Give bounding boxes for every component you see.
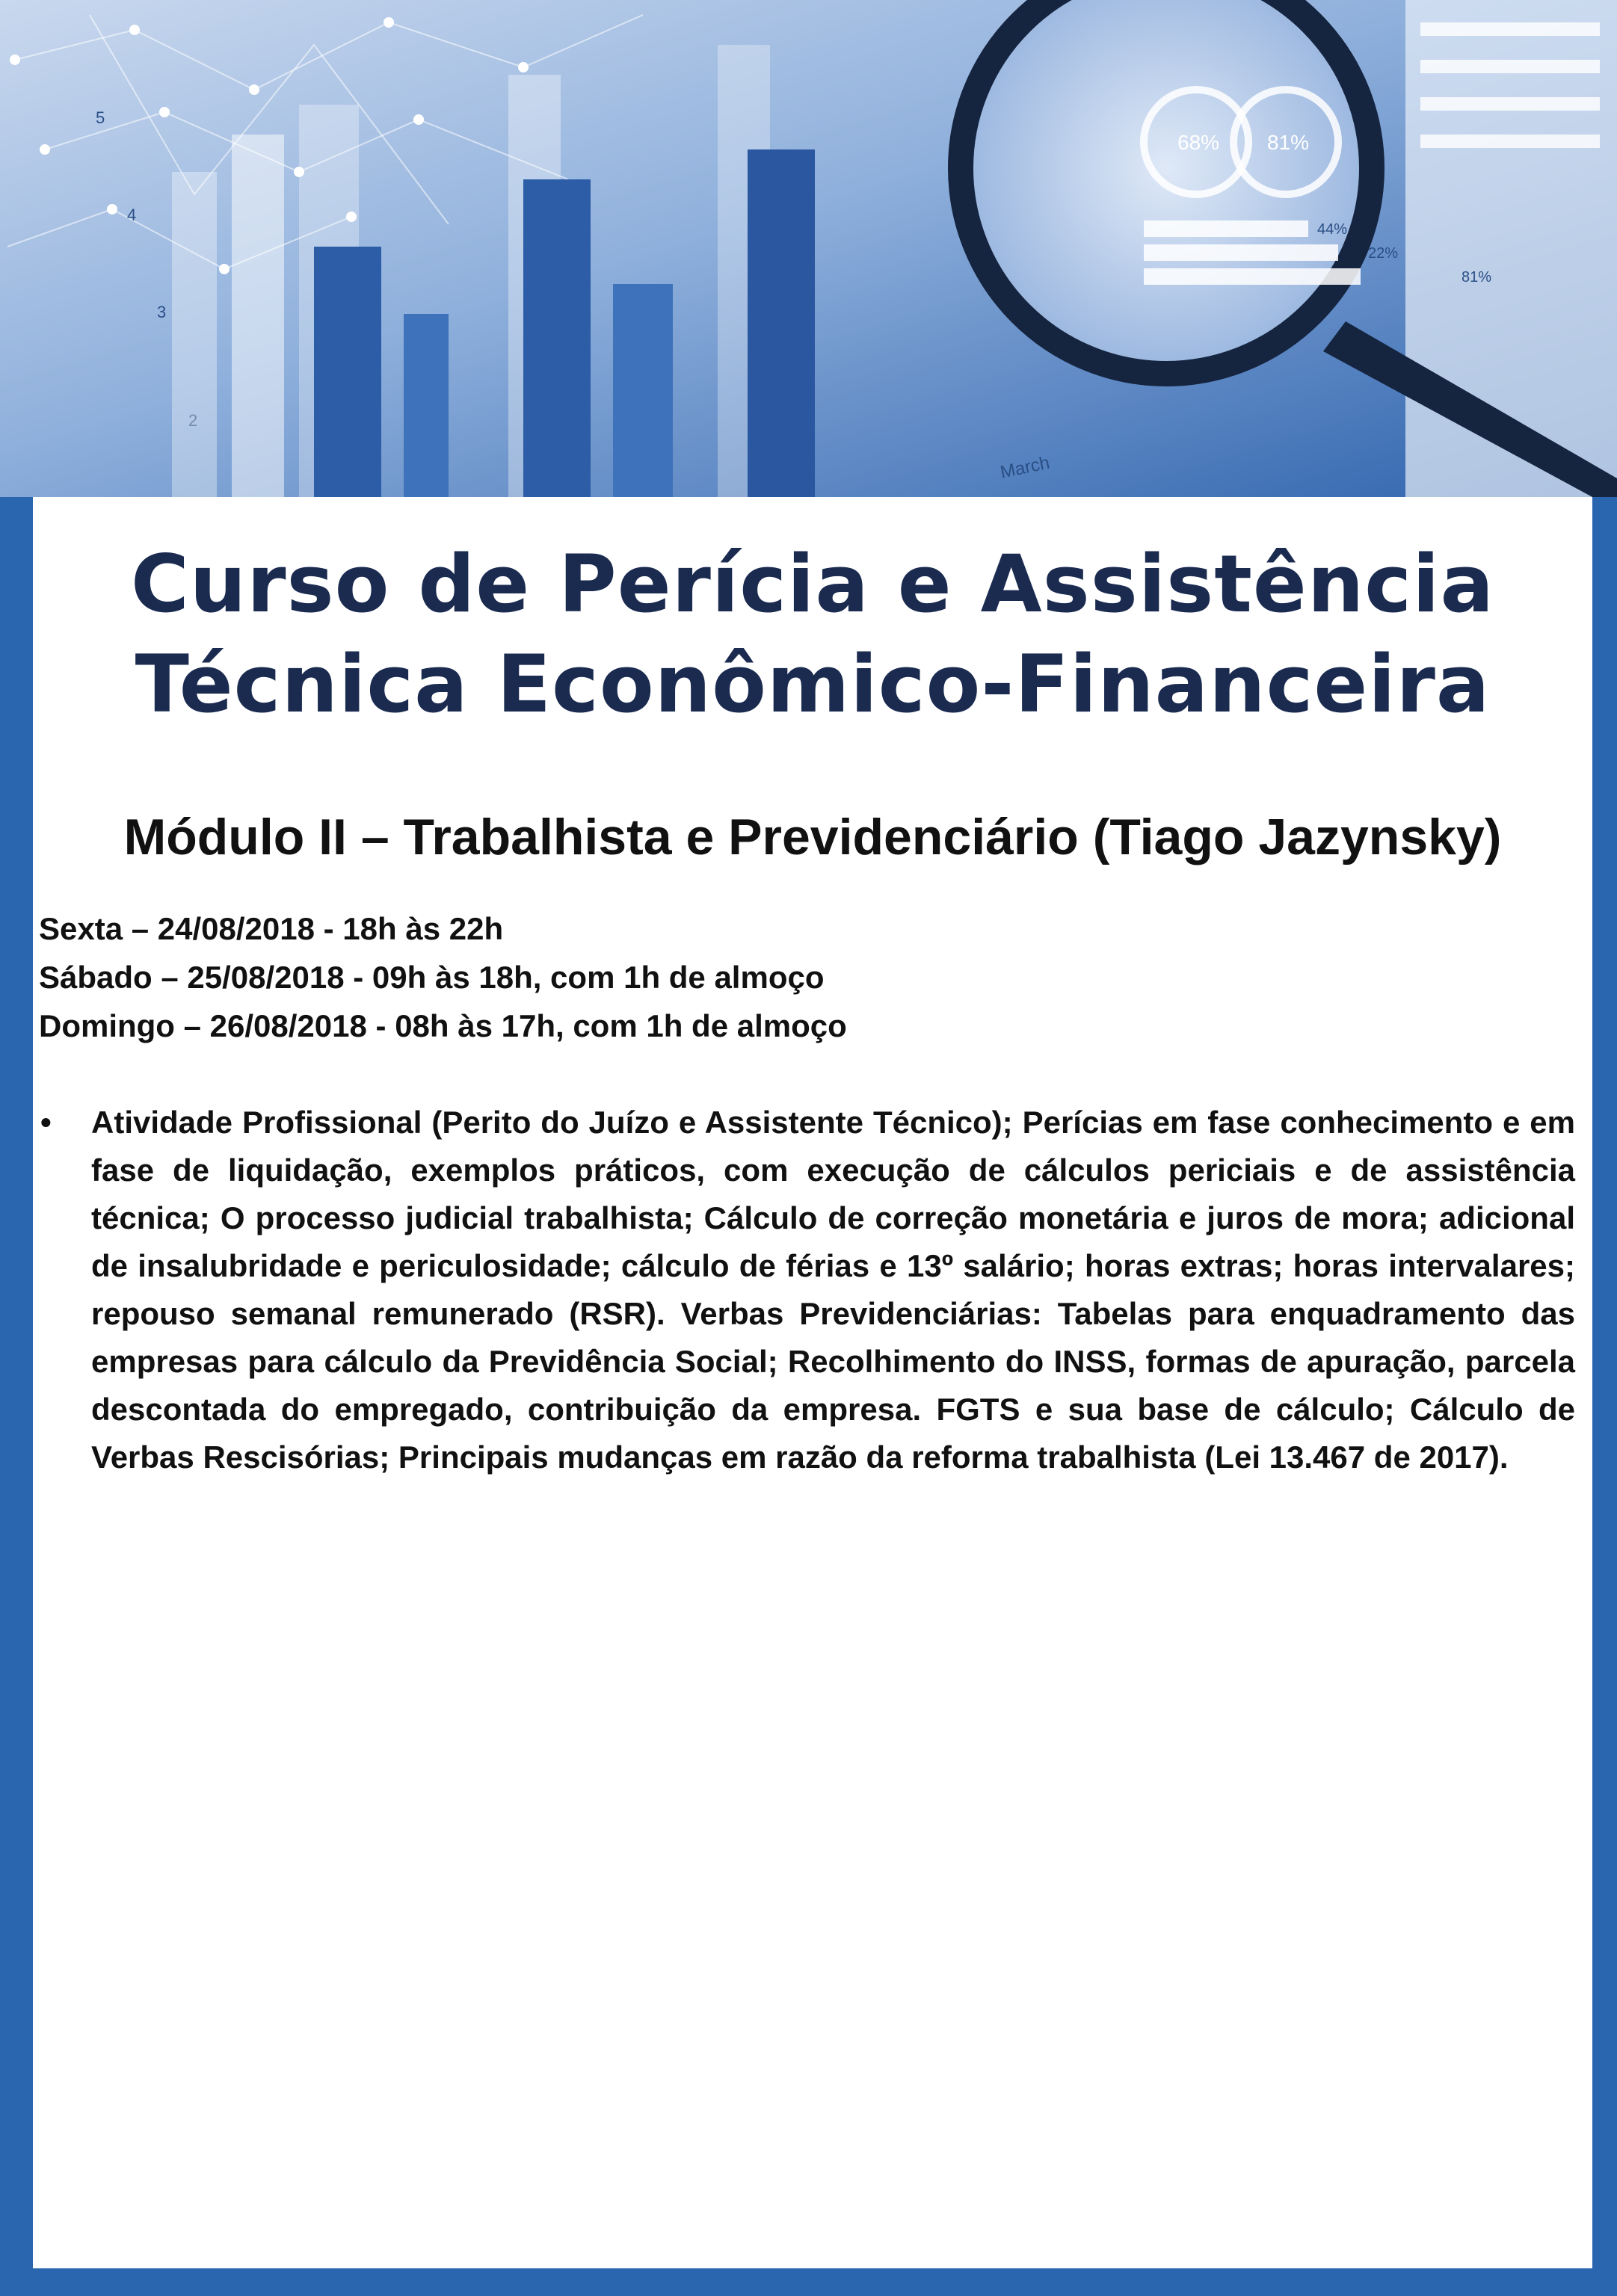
axis-tick-2: 2 [188, 411, 198, 430]
magnifier-chart-illustration [0, 0, 1617, 497]
month-label: March [998, 452, 1052, 483]
topics-text: Atividade Profissional (Perito do Juízo e Assistente Técnico); Perícias em fase conhecimento e em fase de liquidação, exemplos práticos, com execução de cálculos periciais e de assistência técnica; O processo judicial trabalhista; Cálculo de correção monetária e juros de mora; adicional de insalubridade e periculosidade; cálculo de férias e 13º salário; horas extras; horas intervalares; repouso semanal remunerado (RSR). Verbas Previdenciárias: Tabelas para enquadramento das empresas para cálculo da Previdência Social; Recolhimento do INSS, formas de apuração, parcela descontada do empregado, contribuição da empresa. FGTS e sua base de cálculo; Cálculo de Verbas Rescisórias; Principais mudanças em razão da reforma trabalhista (Lei 13.467 de 2017). [91, 1105, 1575, 1475]
header-banner-image [0, 0, 1617, 497]
schedule-item-saturday: Sábado – 25/08/2018 - 09h às 18h, com 1h de almoço [39, 960, 825, 995]
list-item [39, 1099, 1575, 1481]
title-line-2: Técnica Econômico-Financeira [135, 638, 1491, 730]
percent-label-68: 68% [1177, 131, 1220, 154]
axis-tick-5: 5 [96, 108, 105, 127]
percent-label-81: 81% [1267, 131, 1310, 154]
schedule-list [39, 904, 1579, 1050]
schedule-item-friday: Sexta – 24/08/2018 - 18h às 22h [39, 911, 504, 946]
schedule-item-sunday: Domingo – 26/08/2018 - 08h às 17h, com 1h de almoço [39, 1008, 847, 1043]
content-panel [33, 497, 1592, 2268]
module-heading: Módulo II – Trabalhista e Previdenciário (Tiago Jazynsky) [123, 809, 1502, 865]
percent-label-81b: 81% [1462, 269, 1492, 286]
bullet-icon: • [40, 1105, 52, 1140]
axis-tick-3: 3 [157, 303, 167, 321]
percent-label-44: 44% [1317, 221, 1348, 238]
topics-list [39, 1099, 1575, 1481]
page-title [33, 534, 1592, 735]
axis-tick-4: 4 [127, 206, 137, 224]
title-line-1: Curso de Perícia e Assistência [131, 538, 1494, 630]
percent-label-22: 22% [1368, 245, 1399, 262]
